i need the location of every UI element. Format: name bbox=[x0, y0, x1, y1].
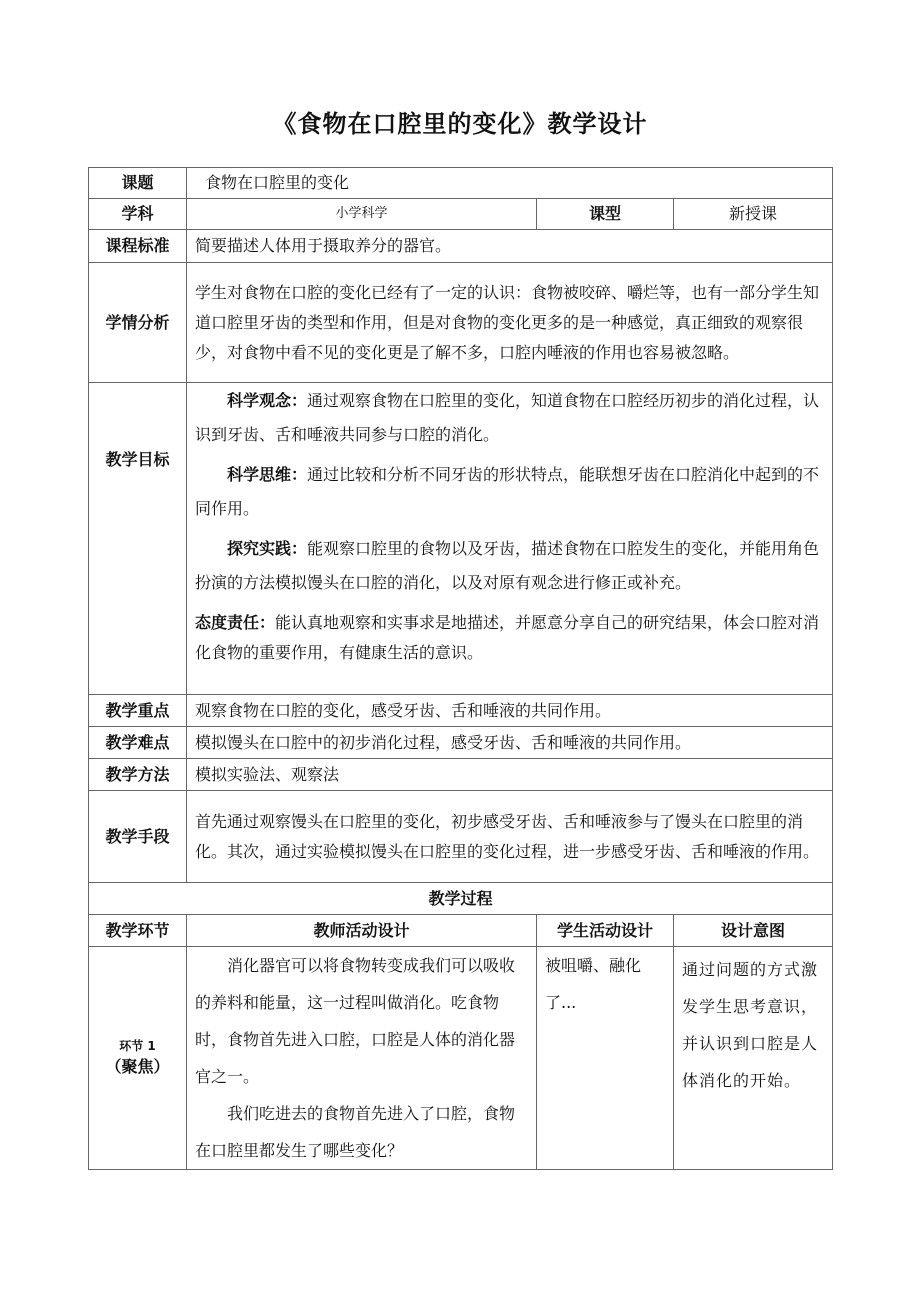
student-activity: 被咀嚼、融化了... bbox=[537, 947, 674, 1170]
design-intent: 通过问题的方式激发学生思考意识，并认识到口腔是人体消化的开始。 bbox=[674, 947, 833, 1170]
goal-head: 科学思维： bbox=[227, 465, 308, 484]
row-topic bbox=[89, 168, 833, 199]
goals-content bbox=[187, 383, 833, 695]
teacher-paragraph: 我们吃进去的食物首先进入了口腔，食物在口腔里都发生了哪些变化？ bbox=[195, 1104, 516, 1160]
subject-value: 小学科学 bbox=[187, 199, 537, 230]
row-difficulty bbox=[89, 727, 833, 759]
analysis-value: 学生对食物在口腔的变化已经有了一定的认识：食物被咬碎、嚼烂等，也有一部分学生知道口腔里牙齿的类型和作用，但是对食物的变化更多的是一种感觉，真正细致的观察很少，对食物中看不见的变化更是了解不多，口腔内唾液的作用也容易被忽略。 bbox=[187, 263, 833, 383]
subject-label: 学科 bbox=[89, 199, 187, 230]
lesson-type-value: 新授课 bbox=[674, 199, 833, 230]
step-name-cell bbox=[89, 947, 187, 1170]
goal-item bbox=[195, 600, 824, 668]
row-process-columns bbox=[89, 915, 833, 947]
goal-text: 能观察口腔里的食物以及牙齿，描述食物在口腔发生的变化，并能用角色扮演的方法模拟馒头在口腔的消化，以及对原有观念进行修正或补充。 bbox=[195, 539, 820, 592]
goal-head: 科学观念： bbox=[227, 391, 308, 410]
goal-text: 能认真地观察和实事求是地描述，并愿意分享自己的研究结果，体会口腔对消化食物的重要作用，有健康生活的意识。 bbox=[195, 613, 820, 662]
row-analysis bbox=[89, 263, 833, 383]
key-point-label: 教学重点 bbox=[89, 695, 187, 727]
lesson-type-label: 课型 bbox=[537, 199, 674, 230]
teacher-paragraph: 消化器官可以将食物转变成我们可以吸收的养料和能量，这一过程叫做消化。吃食物时，食物首先进入口腔，口腔是人体的消化器官之一。 bbox=[195, 956, 516, 1086]
row-standard bbox=[89, 230, 833, 263]
difficulty-label: 教学难点 bbox=[89, 727, 187, 759]
row-goals bbox=[89, 383, 833, 695]
goal-item bbox=[195, 384, 824, 452]
goal-head: 态度责任： bbox=[195, 613, 276, 632]
row-subject bbox=[89, 199, 833, 230]
goal-item bbox=[195, 458, 824, 526]
column-header: 教师活动设计 bbox=[187, 915, 537, 947]
row-method bbox=[89, 759, 833, 791]
step-tag: （聚焦） bbox=[105, 1057, 170, 1076]
document-title: 《食物在口腔里的变化》教学设计 bbox=[272, 110, 648, 138]
teacher-activity bbox=[187, 947, 537, 1170]
row-key-point bbox=[89, 695, 833, 727]
method-value: 模拟实验法、观察法 bbox=[187, 759, 833, 791]
standard-value: 简要描述人体用于摄取养分的器官。 bbox=[187, 230, 833, 263]
process-heading: 教学过程 bbox=[89, 883, 833, 915]
method-label: 教学方法 bbox=[89, 759, 187, 791]
row-step-1 bbox=[89, 947, 833, 1170]
difficulty-value: 模拟馒头在口腔中的初步消化过程，感受牙齿、舌和唾液的共同作用。 bbox=[187, 727, 833, 759]
key-point-value: 观察食物在口腔的变化，感受牙齿、舌和唾液的共同作用。 bbox=[187, 695, 833, 727]
topic-value: 食物在口腔里的变化 bbox=[187, 168, 833, 199]
goal-item bbox=[195, 532, 824, 600]
goal-text: 通过观察食物在口腔里的变化，知道食物在口腔经历初步的消化过程，认识到牙齿、舌和唾液共同参与口腔的消化。 bbox=[195, 391, 820, 444]
column-header: 教学环节 bbox=[89, 915, 187, 947]
means-value: 首先通过观察馒头在口腔里的变化，初步感受牙齿、舌和唾液参与了馒头在口腔里的消化。其次，通过实验模拟馒头在口腔里的变化过程，进一步感受牙齿、舌和唾液的作用。 bbox=[187, 791, 833, 883]
row-process-heading bbox=[89, 883, 833, 915]
analysis-label: 学情分析 bbox=[89, 263, 187, 383]
lesson-plan-table bbox=[88, 167, 833, 1170]
goal-head: 探究实践： bbox=[227, 539, 308, 558]
row-means bbox=[89, 791, 833, 883]
column-header: 学生活动设计 bbox=[537, 915, 674, 947]
means-label: 教学手段 bbox=[89, 791, 187, 883]
topic-label: 课题 bbox=[89, 168, 187, 199]
goals-label: 教学目标 bbox=[89, 383, 187, 695]
step-name: 环节 1 bbox=[119, 1039, 156, 1053]
column-header: 设计意图 bbox=[674, 915, 833, 947]
standard-label: 课程标准 bbox=[89, 230, 187, 263]
goal-text: 通过比较和分析不同牙齿的形状特点，能联想牙齿在口腔消化中起到的不同作用。 bbox=[195, 465, 820, 518]
